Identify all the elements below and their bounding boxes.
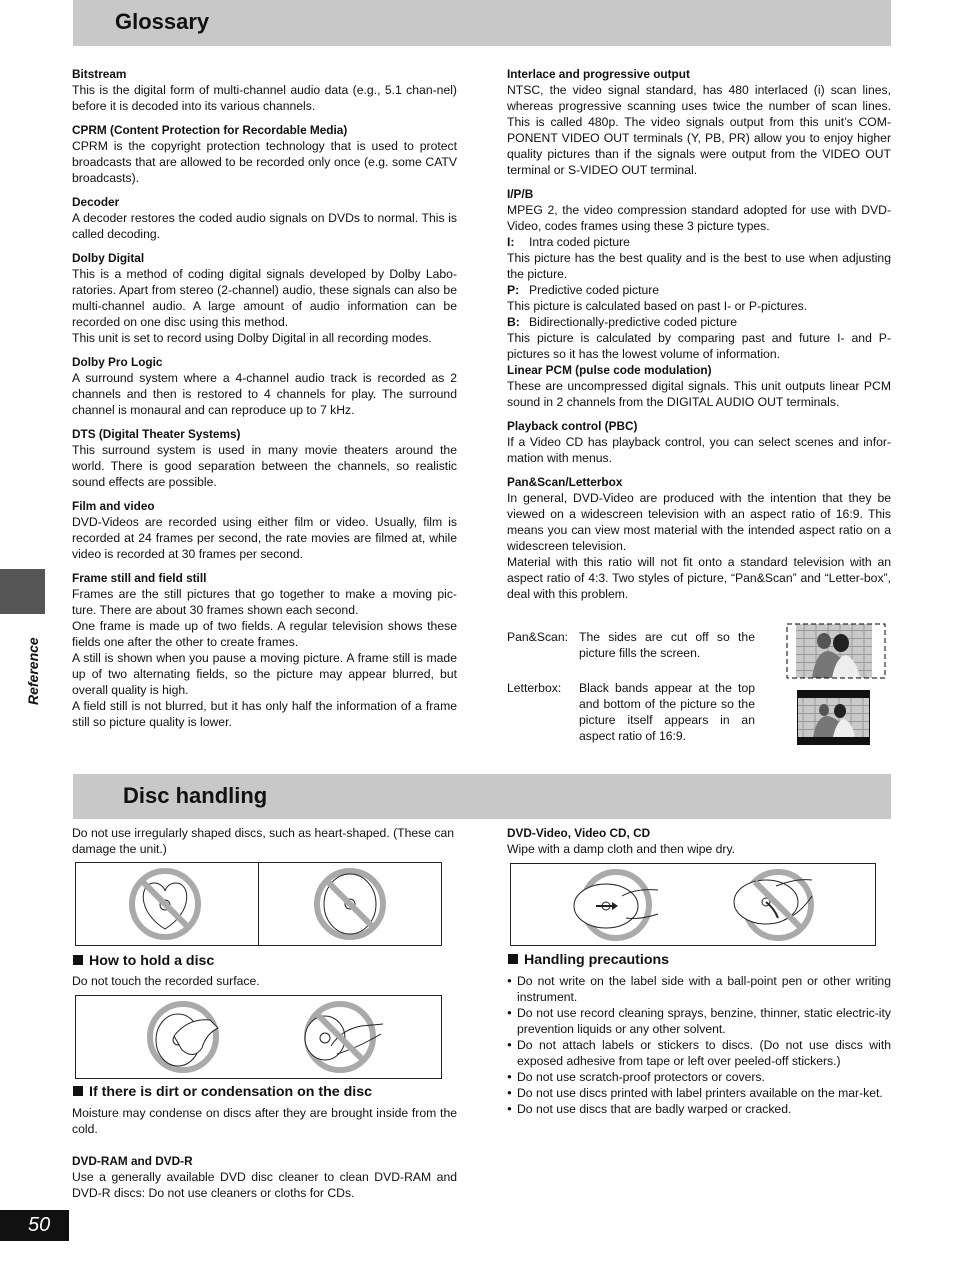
glossary-definition: This is the digital form of multi-channel audio data (e.g., 5.1 chan-nel) before it is decoded into its various channels. — [72, 83, 457, 113]
glossary-left-column — [72, 66, 457, 730]
oval-disc-icon — [311, 867, 389, 941]
glossary-term: Decoder — [72, 195, 120, 209]
glossary-definition: A surround system where a 4-channel audio track is recorded as 2 channels and then is restored to 4 channels for play. The surround channel is monaural and can reproduce up to 7 kHz. — [72, 371, 457, 417]
dirt-title: If there is dirt or condensation on the disc — [89, 1084, 372, 1100]
precaution-item: ● Do not use record cleaning sprays, benzine, thinner, static electric-ity prevention liquids or any other solvent. — [507, 1005, 891, 1037]
text-dvdram: Use a generally available DVD disc cleaner to clean DVD-RAM and DVD-R discs: Do not use cleaners or cloths for CDs. — [72, 1170, 457, 1200]
precautions-section — [507, 973, 891, 1117]
glossary-term: Dolby Pro Logic — [72, 355, 163, 369]
glossary-definition: CPRM is the copyright protection technology that is used to protect broadcasts that are allowed to be recorded only once (e.g. some CATV broadcasts). — [72, 139, 457, 185]
pan-scan-label: Pan&Scan: — [507, 630, 568, 644]
ipb-item — [507, 234, 891, 250]
glossary-definition: A decoder restores the coded audio signals on DVDs to normal. This is called decoding. — [72, 211, 457, 241]
ipb-key: B: — [507, 315, 520, 329]
correct-hold-icon — [144, 1000, 222, 1074]
letterbox-row — [507, 680, 757, 744]
glossary-definition: This surround system is used in many movie theaters around the world. There is good separation between the channels, so realistic sound effects are possible. — [72, 443, 457, 489]
disc-handling-title: Disc handling — [123, 783, 268, 808]
wipe-disc-illustration — [510, 863, 876, 946]
dirt-text: Moisture may condense on discs after they are brought inside from the cold. — [72, 1106, 457, 1136]
dvd-video-cleaning — [507, 825, 891, 857]
glossary-term: Frame still and field still — [72, 571, 207, 585]
glossary-definition: DVD-Videos are recorded using either film or video. Usually, film is recorded at 24 frames per second, the rate movies are filmed at, while video is recorded at 30 frames per second. — [72, 515, 457, 561]
glossary-definition: These are uncompressed digital signals. This unit outputs linear PCM sound in 2 channels from the DIGITAL AUDIO OUT terminals. — [507, 379, 891, 409]
glossary-definition: This unit is set to record using Dolby Digital in all recording modes. — [72, 331, 432, 345]
ipb-name: Bidirectionally-predictive coded picture — [529, 315, 737, 329]
ipb-desc: This picture is calculated based on past I- or P-pictures. — [507, 299, 808, 313]
reference-label: Reference — [25, 637, 41, 705]
letterbox-image — [797, 690, 870, 745]
irregular-text: Do not use irregularly shaped discs, such as heart-shaped. (These can damage the unit.) — [72, 826, 455, 856]
page-number: 50 — [0, 1210, 69, 1241]
wrong-hold-icon — [291, 1000, 391, 1074]
ipb-item — [507, 282, 891, 298]
precaution-item: ● Do not use discs printed with label printers available on the mar-ket. — [507, 1085, 891, 1101]
term-interlace: Interlace and progressive output — [507, 67, 690, 81]
precaution-item: ● Do not attach labels or stickers to discs. (Do not use discs with exposed adhesive from tape or left over peeled-off stickers.) — [507, 1037, 891, 1069]
correct-wipe-icon — [566, 868, 666, 942]
text-dvdvideo: Wipe with a damp cloth and then wipe dry. — [507, 842, 736, 856]
precautions-title: Handling precautions — [524, 952, 670, 968]
ipb-key: P: — [507, 283, 520, 297]
glossary-definition: This is a method of coding digital signals developed by Dolby Labo-ratories. Apart from stereo (2-channel) audio, these signals can also be multi-channel audio. A large amount of audio information can be recorded on one disc using this method. — [72, 267, 457, 329]
glossary-definition: If a Video CD has playback control, you can select scenes and infor-mation with menus. — [507, 435, 891, 465]
glossary-term: Bitstream — [72, 67, 127, 81]
pan-scan-row — [507, 629, 757, 661]
irregular-discs-illustration — [75, 862, 442, 946]
dirt-heading — [73, 1084, 372, 1100]
how-to-hold-title: How to hold a disc — [89, 953, 215, 969]
glossary-definition: A still is shown when you pause a moving picture. A frame still is made up of two alternating fields, so the picture may appear blurred, but overall quality is high. — [72, 651, 457, 697]
ipb-list — [507, 234, 891, 362]
ipb-key: I: — [507, 235, 515, 249]
square-bullet-icon — [508, 954, 518, 964]
letterbox-label: Letterbox: — [507, 681, 562, 695]
ipb-name: Intra coded picture — [529, 235, 630, 249]
letterbox-desc: Black bands appear at the top and bottom of the picture so the picture itself appears in an aspect ratio of 16:9. — [579, 681, 755, 743]
glossary-definition: Material with this ratio will not fit onto a standard television with an aspect ratio of 4:3. Two styles of picture, “Pan&Scan” and “Letter-box”, deal with this problem. — [507, 555, 891, 601]
text-interlace: NTSC, the video signal standard, has 480 interlaced (i) scan lines, whereas progressive scanning uses twice the number of scan lines. This is called 480p. The video signals output from this unit’s COM-PONENT VIDEO OUT terminals (Y, PB, PR) allow you to enjoy higher quality pictures than if the signals were output from the VIDEO OUT terminal or S-VIDEO OUT terminal. — [507, 83, 891, 177]
section-tab — [0, 569, 45, 614]
disc-handling-header — [73, 774, 891, 819]
glossary-definition: A field still is not blurred, but it has only half the information of a frame still so picture quality is lower. — [72, 699, 457, 729]
ipb-name: Predictive coded picture — [529, 283, 660, 297]
glossary-right-terms — [507, 362, 891, 602]
glossary-header — [73, 0, 891, 46]
hold-text: Do not touch the recorded surface. — [72, 974, 260, 988]
square-bullet-icon — [73, 955, 83, 965]
glossary-term: DTS (Digital Theater Systems) — [72, 427, 241, 441]
ipb-desc: This picture is calculated by comparing past and future I- and P-pictures so it has the lowest volume of information. — [507, 331, 891, 361]
glossary-definition: Frames are the still pictures that go together to make a moving pic-ture. There are about 30 frames shown each second. — [72, 587, 457, 617]
precautions-heading — [508, 952, 669, 968]
pan-scan-image — [786, 623, 886, 679]
glossary-term: Playback control (PBC) — [507, 419, 638, 433]
pan-scan-desc: The sides are cut off so the picture fills the screen. — [579, 630, 755, 660]
how-to-hold-heading — [73, 953, 214, 969]
ipb-item — [507, 314, 891, 330]
precaution-item: ● Do not use discs that are badly warped or cracked. — [507, 1101, 891, 1117]
term-dvdram: DVD-RAM and DVD-R — [72, 1154, 193, 1168]
glossary-right-column — [507, 66, 891, 602]
term-ipb: I/P/B — [507, 187, 534, 201]
glossary-term: Film and video — [72, 499, 155, 513]
precaution-item: ● Do not write on the label side with a ball-point pen or other writing instrument. — [507, 973, 891, 1005]
glossary-term: Dolby Digital — [72, 251, 145, 265]
wrong-wipe-icon — [726, 868, 826, 942]
dirt-section — [72, 1105, 457, 1201]
glossary-term: Pan&Scan/Letterbox — [507, 475, 623, 489]
text-ipb-intro: MPEG 2, the video compression standard adopted for use with DVD-Video, codes frames using these 3 picture types. — [507, 203, 891, 233]
glossary-term: Linear PCM (pulse code modulation) — [507, 363, 712, 377]
heart-disc-icon — [126, 867, 204, 941]
term-dvdvideo: DVD-Video, Video CD, CD — [507, 826, 651, 840]
glossary-definition: In general, DVD-Video are produced with the intention that they be viewed on a widescreen television with an aspect ratio of 16:9. This means you can view most material with the intended aspect ratio on a widescreen television. — [507, 491, 891, 553]
precautions-list — [507, 973, 891, 1117]
glossary-term: CPRM (Content Protection for Recordable Media) — [72, 123, 348, 137]
glossary-title: Glossary — [115, 9, 210, 34]
precaution-item: ● Do not use scratch-proof protectors or covers. — [507, 1069, 891, 1085]
hold-disc-illustration — [75, 995, 442, 1079]
square-bullet-icon — [73, 1086, 83, 1096]
glossary-definition: One frame is made up of two fields. A regular television shows these fields one after the other to create frames. — [72, 619, 457, 649]
ipb-desc: This picture has the best quality and is the best to use when adjusting the picture. — [507, 251, 891, 281]
irregular-disc-note — [72, 825, 457, 857]
hold-note — [72, 973, 457, 989]
